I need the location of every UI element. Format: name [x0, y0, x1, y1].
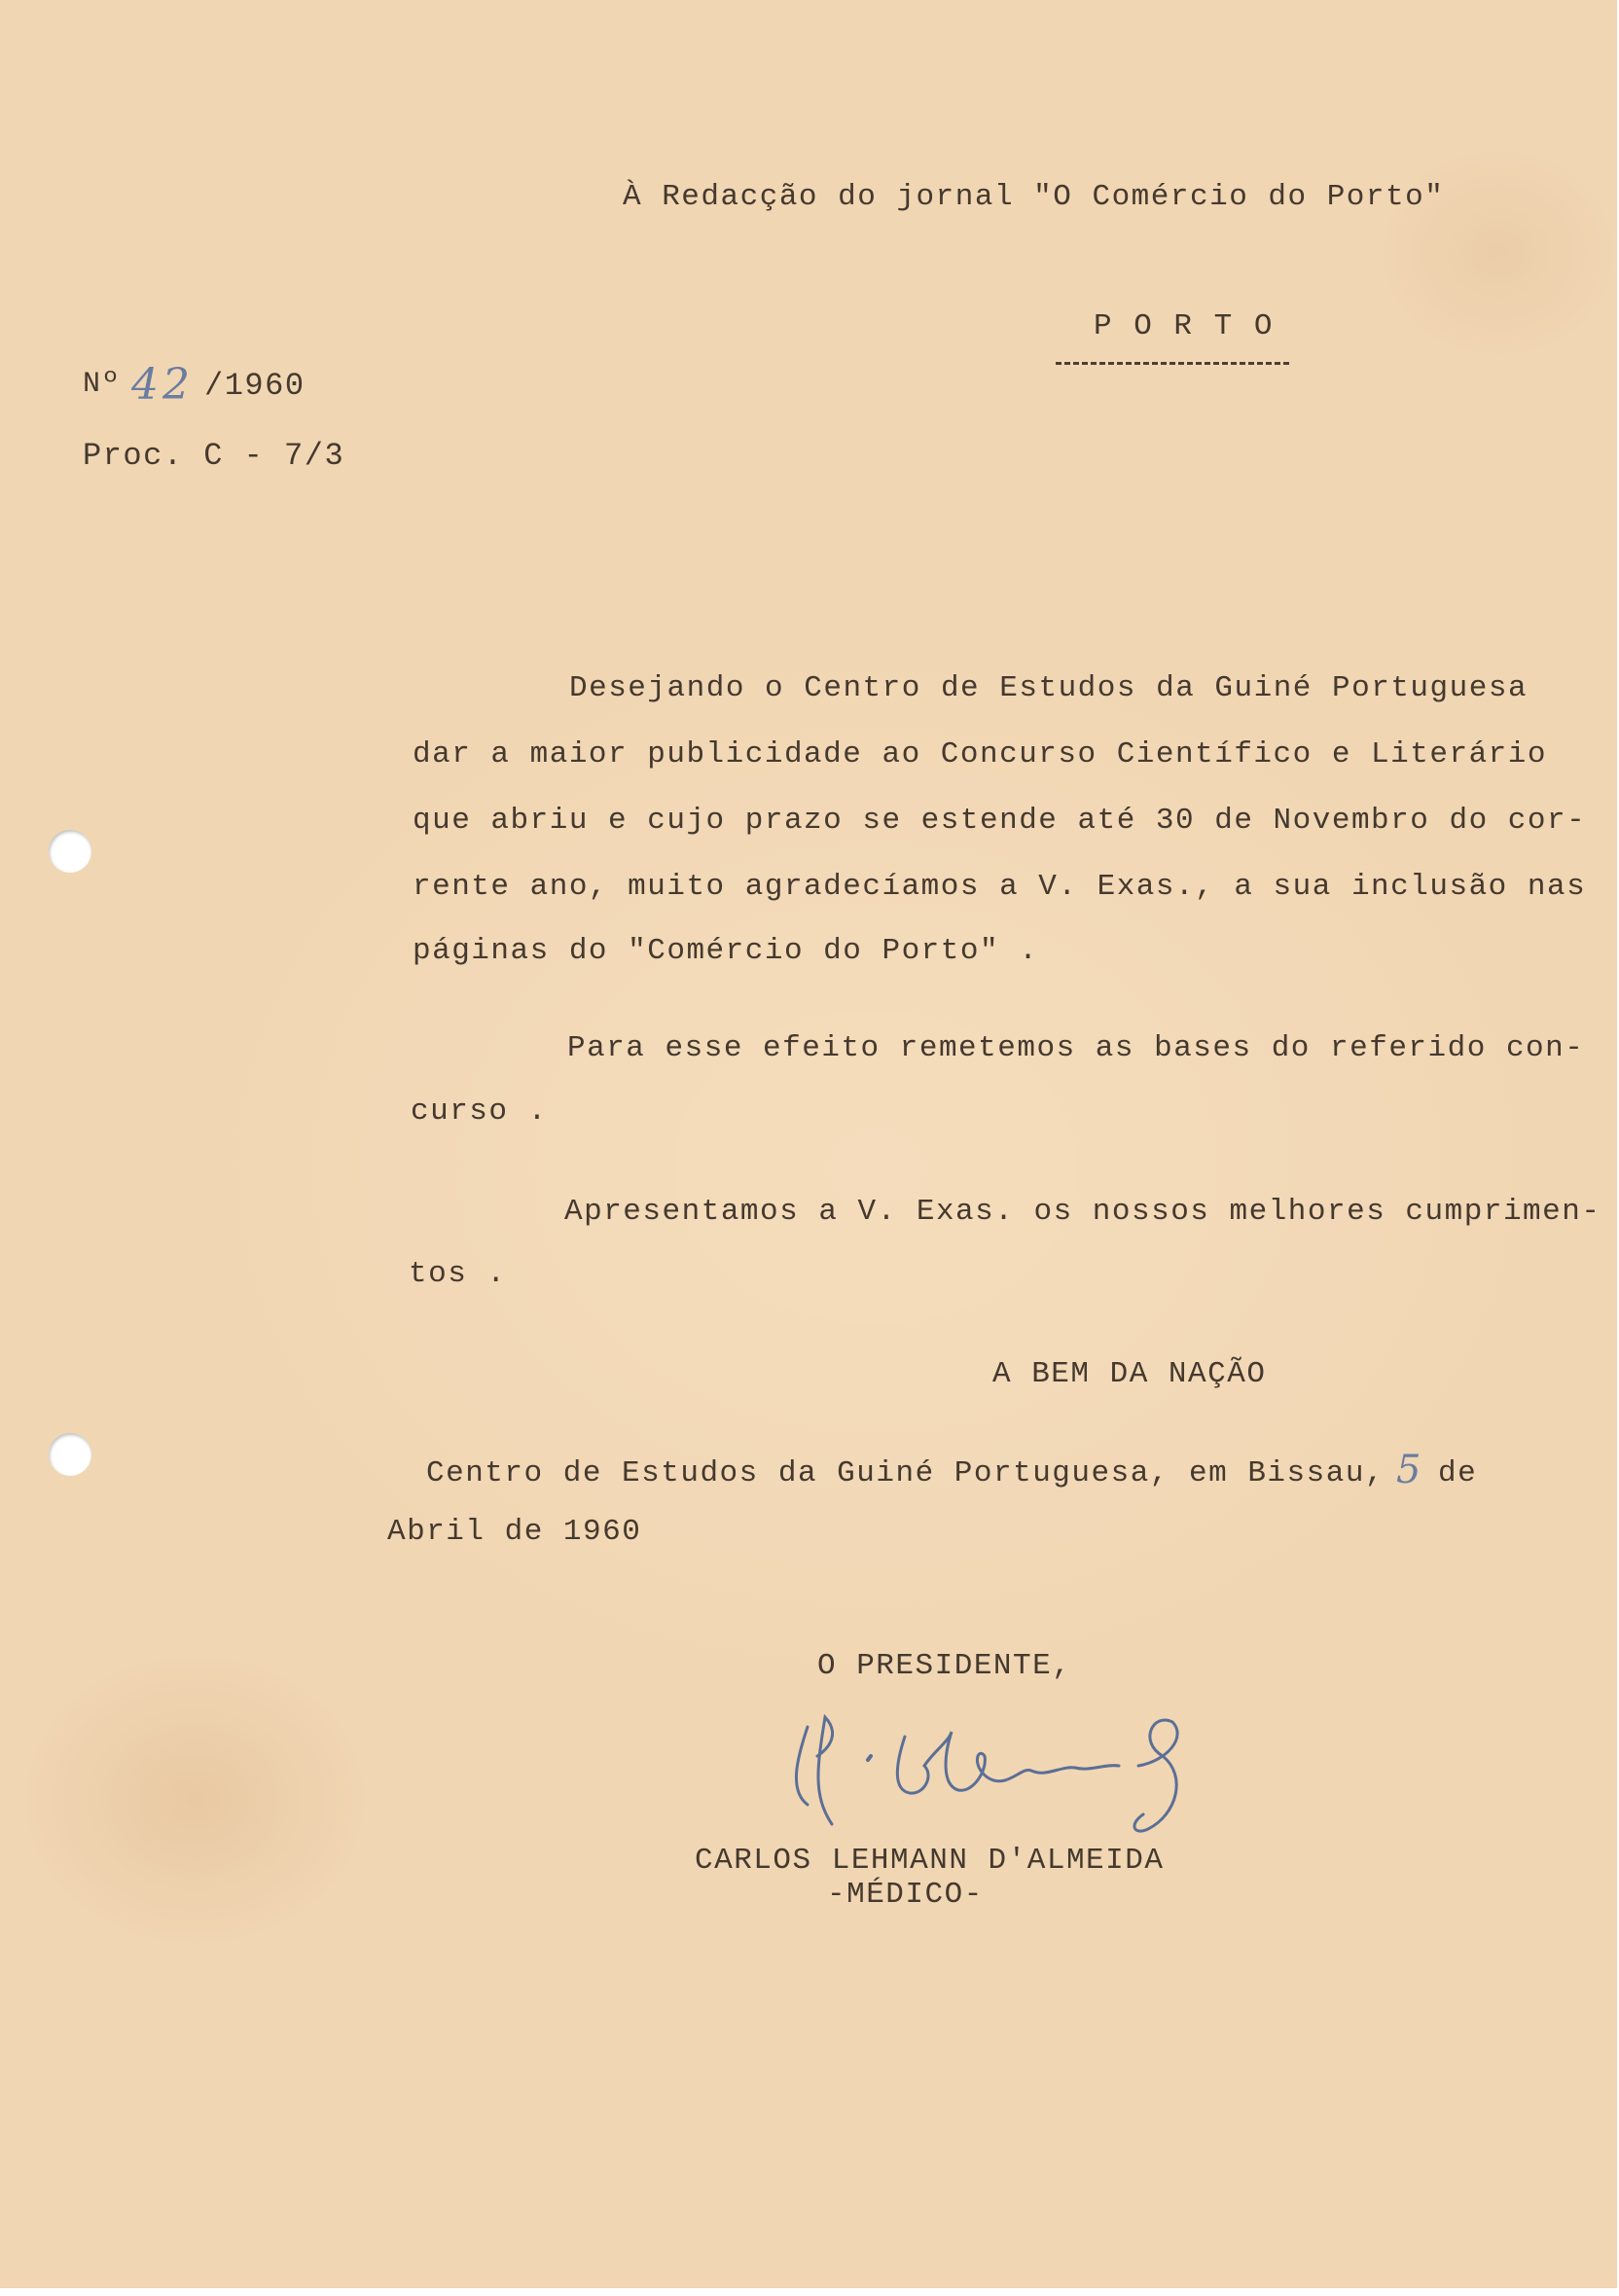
place-line-end: de	[1438, 1456, 1478, 1490]
handwritten-day: 5	[1396, 1448, 1422, 1492]
signatory-role: -MÉDICO-	[827, 1878, 984, 1912]
addressee-line: À Redacção do jornal "O Comércio do Porto"	[623, 180, 1445, 214]
handwritten-number: 42	[131, 360, 194, 410]
handwritten-signature	[778, 1698, 1226, 1844]
body-line: Apresentamos a V. Exas. os nossos melhores cumprimen-	[564, 1195, 1601, 1229]
number-year: /1960	[204, 368, 306, 404]
punch-hole	[49, 1433, 91, 1476]
number-prefix: Nº	[83, 368, 122, 401]
body-line: que abriu e cujo prazo se estende até 30 de Novembro do cor-	[413, 804, 1587, 838]
body-line: rente ano, muito agradecíamos a V. Exas., a sua inclusão nas	[413, 870, 1587, 904]
closing-salutation: A BEM DA NAÇÃO	[992, 1357, 1267, 1391]
body-line: tos .	[409, 1257, 507, 1291]
body-line: Desejando o Centro de Estudos da Guiné Portuguesa	[569, 671, 1529, 705]
body-line: dar a maior publicidade ao Concurso Científico e Literário	[413, 737, 1547, 771]
signature-title: O PRESIDENTE,	[817, 1649, 1072, 1683]
addressee-city: P O R T O	[1094, 309, 1275, 343]
body-line: curso .	[411, 1094, 548, 1129]
signatory-name: CARLOS LEHMANN D'ALMEIDA	[695, 1844, 1165, 1878]
city-underline	[1056, 362, 1289, 365]
body-line: Para esse efeito remetemos as bases do referido con-	[567, 1031, 1585, 1065]
body-line: páginas do "Comércio do Porto" .	[413, 934, 1039, 968]
place-line: Centro de Estudos da Guiné Portuguesa, em Bissau,	[426, 1456, 1385, 1490]
date-line: Abril de 1960	[387, 1515, 642, 1549]
process-reference: Proc. C - 7/3	[83, 438, 345, 474]
punch-hole	[49, 830, 91, 873]
